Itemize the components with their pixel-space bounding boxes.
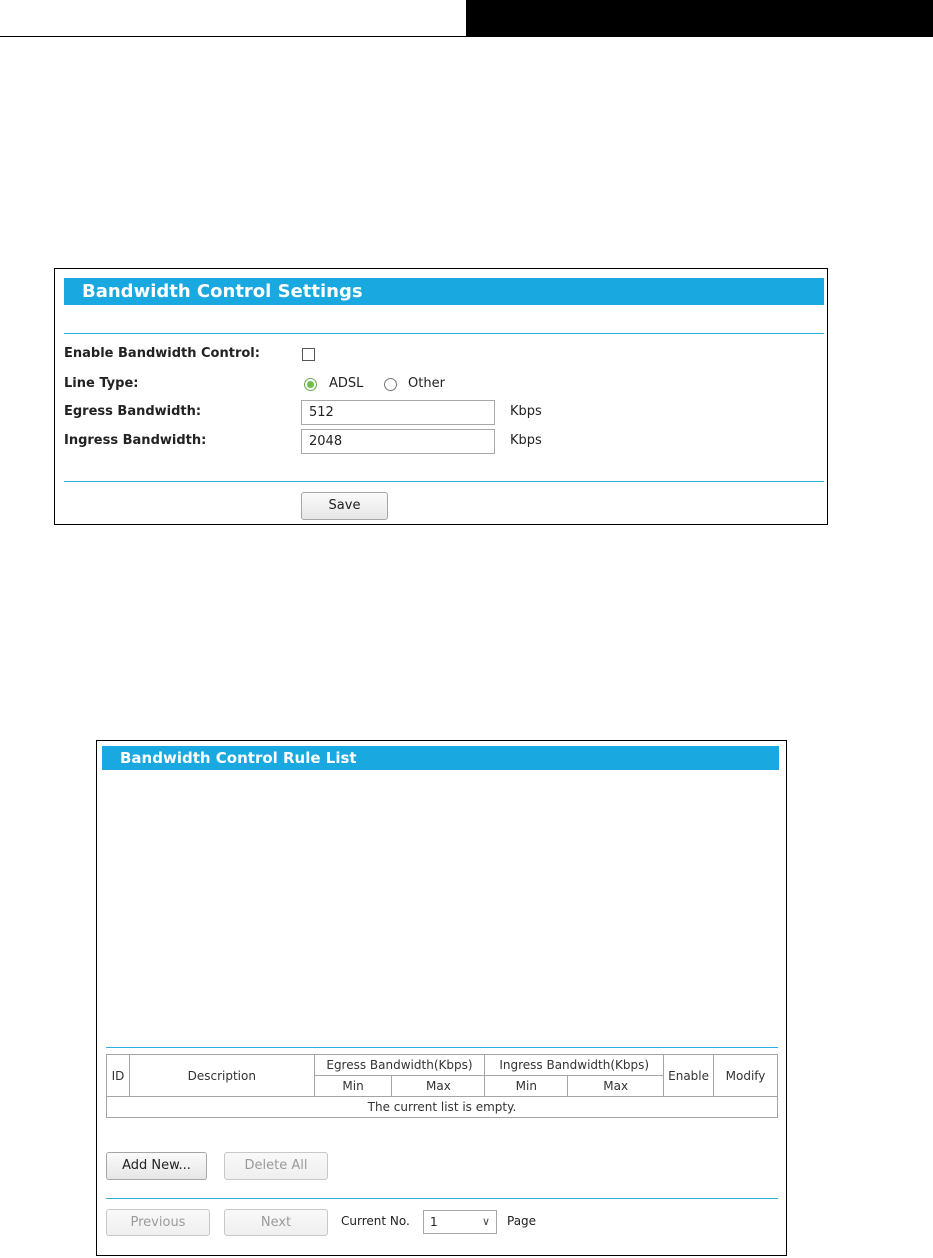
bandwidth-settings-panel bbox=[54, 268, 828, 525]
save-button[interactable]: Save bbox=[301, 492, 388, 520]
radio-unselected-icon[interactable] bbox=[384, 378, 397, 391]
rule-list-panel bbox=[96, 740, 787, 1256]
radio-selected-icon[interactable] bbox=[304, 378, 317, 391]
settings-panel-title: Bandwidth Control Settings bbox=[64, 278, 824, 305]
previous-button[interactable]: Previous bbox=[106, 1209, 210, 1236]
rule-table bbox=[106, 1054, 778, 1118]
ingress-min-header: Min bbox=[485, 1076, 568, 1097]
col-enable-header: Enable bbox=[664, 1055, 714, 1097]
col-ingress-header: Ingress Bandwidth(Kbps) bbox=[485, 1055, 664, 1076]
enable-label: Enable Bandwidth Control: bbox=[64, 346, 260, 361]
enable-bandwidth-checkbox[interactable] bbox=[302, 348, 315, 361]
col-egress-header: Egress Bandwidth(Kbps) bbox=[314, 1055, 485, 1076]
col-id-header: ID bbox=[107, 1055, 130, 1097]
col-modify-header: Modify bbox=[714, 1055, 778, 1097]
header-black-bar bbox=[466, 0, 933, 37]
line-type-label: Line Type: bbox=[64, 376, 139, 391]
add-new-button[interactable]: Add New... bbox=[106, 1152, 207, 1180]
egress-bandwidth-input[interactable]: 512 bbox=[301, 400, 495, 425]
page-select-value: 1 bbox=[430, 1215, 438, 1229]
list-top-divider bbox=[106, 1047, 778, 1048]
next-button[interactable]: Next bbox=[224, 1209, 328, 1236]
egress-max-header: Max bbox=[392, 1076, 485, 1097]
page-select[interactable] bbox=[423, 1210, 497, 1234]
rule-list-title: Bandwidth Control Rule List bbox=[102, 746, 779, 770]
empty-list-message: The current list is empty. bbox=[107, 1097, 778, 1118]
col-description-header: Description bbox=[129, 1055, 314, 1097]
egress-unit: Kbps bbox=[510, 404, 542, 419]
ingress-bandwidth-input[interactable]: 2048 bbox=[301, 429, 495, 454]
egress-min-header: Min bbox=[314, 1076, 392, 1097]
ingress-label: Ingress Bandwidth: bbox=[64, 433, 207, 448]
line-type-adsl-label: ADSL bbox=[329, 376, 364, 391]
top-divider bbox=[64, 333, 824, 334]
list-bottom-divider bbox=[106, 1198, 778, 1199]
ingress-unit: Kbps bbox=[510, 433, 542, 448]
egress-label: Egress Bandwidth: bbox=[64, 404, 202, 419]
ingress-max-header: Max bbox=[568, 1076, 664, 1097]
dropdown-arrow-icon: ∨ bbox=[481, 1215, 490, 1228]
delete-all-button[interactable]: Delete All bbox=[224, 1152, 328, 1180]
line-type-other-label: Other bbox=[408, 376, 445, 391]
current-no-label: Current No. bbox=[341, 1214, 410, 1228]
page-label: Page bbox=[507, 1214, 537, 1228]
bottom-divider bbox=[64, 481, 824, 482]
header-rule bbox=[0, 36, 466, 37]
